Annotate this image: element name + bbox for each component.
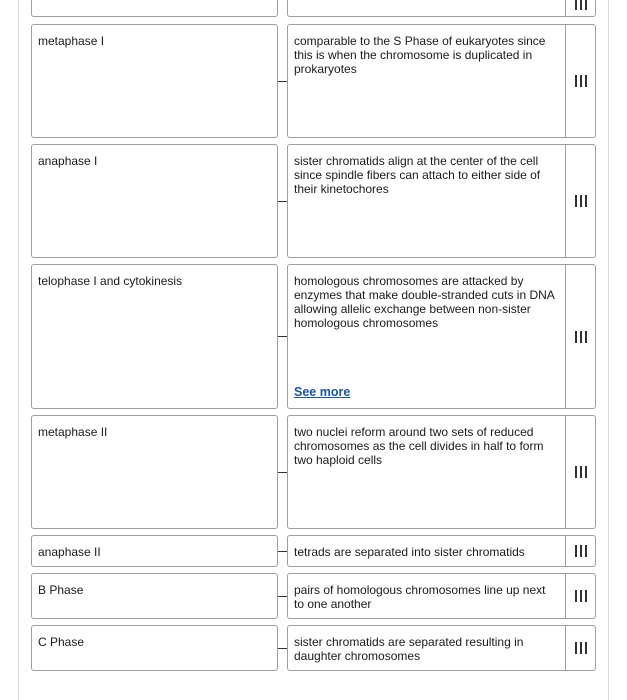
drag-handle-icon bbox=[574, 466, 588, 478]
answer-text: comparable to the S Phase of eukaryotes since this is when the chromosome is duplicated in prokaryotes bbox=[294, 34, 546, 76]
prompt-box-metaphase-ii bbox=[31, 415, 278, 529]
prompt-box-b-phase bbox=[31, 573, 278, 619]
prompt-label: anaphase I bbox=[38, 154, 98, 168]
drag-handle-icon bbox=[574, 545, 588, 557]
answer-card[interactable] bbox=[287, 24, 596, 138]
prompt-label: telophase I and cytokinesis bbox=[38, 274, 183, 288]
drag-handle-icon bbox=[574, 590, 588, 602]
prompt-label: metaphase I bbox=[38, 34, 105, 48]
drag-handle[interactable] bbox=[565, 416, 595, 528]
drag-handle[interactable] bbox=[565, 536, 595, 566]
answer-text: sister chromatids align at the center of the cell since spindle fibers can attach to either side of their kinetochores bbox=[294, 154, 541, 196]
drag-handle[interactable] bbox=[565, 626, 595, 670]
prompt-box-c-phase bbox=[31, 625, 278, 671]
prompt-box-partial bbox=[31, 0, 278, 17]
prompt-label: anaphase II bbox=[38, 545, 101, 559]
answer-card[interactable] bbox=[287, 573, 596, 619]
drag-handle[interactable] bbox=[565, 145, 595, 257]
answer-card[interactable] bbox=[287, 264, 596, 409]
drag-handle[interactable] bbox=[565, 0, 595, 16]
answer-card[interactable] bbox=[287, 625, 596, 671]
prompt-box-anaphase-ii bbox=[31, 535, 278, 567]
answer-text: homologous chromosomes are attacked by enzymes that make double-stranded cuts in DNA allowing allelic exchange between non-sister homologous chromosomes bbox=[294, 274, 555, 330]
answer-text: sister chromatids are separated resulting in daughter chromosomes bbox=[294, 635, 524, 663]
drag-handle-icon bbox=[574, 75, 588, 87]
drag-handle[interactable] bbox=[565, 25, 595, 137]
answer-card[interactable] bbox=[287, 415, 596, 529]
drag-handle-icon bbox=[574, 195, 588, 207]
drag-handle-icon bbox=[574, 0, 588, 10]
prompt-label: metaphase II bbox=[38, 425, 108, 439]
prompt-box-metaphase-i bbox=[31, 24, 278, 138]
prompt-label: B Phase bbox=[38, 583, 84, 597]
drag-handle-icon bbox=[574, 642, 588, 654]
answer-text: tetrads are separated into sister chromatids bbox=[294, 545, 525, 559]
drag-handle[interactable] bbox=[565, 574, 595, 618]
prompt-box-anaphase-i bbox=[31, 144, 278, 258]
drag-handle[interactable] bbox=[565, 265, 595, 408]
answer-text: pairs of homologous chromosomes line up next to one another bbox=[294, 583, 546, 611]
drag-handle-icon bbox=[574, 331, 588, 343]
prompt-box-telophase-i bbox=[31, 264, 278, 409]
answer-text: two nuclei reform around two sets of reduced chromosomes as the cell divides in half to form two haploid cells bbox=[294, 425, 544, 467]
answer-card[interactable] bbox=[287, 144, 596, 258]
answer-card-partial[interactable] bbox=[287, 0, 596, 17]
prompt-label: C Phase bbox=[38, 635, 85, 649]
answer-card[interactable] bbox=[287, 535, 596, 567]
see-more-link[interactable]: See more bbox=[294, 385, 351, 399]
